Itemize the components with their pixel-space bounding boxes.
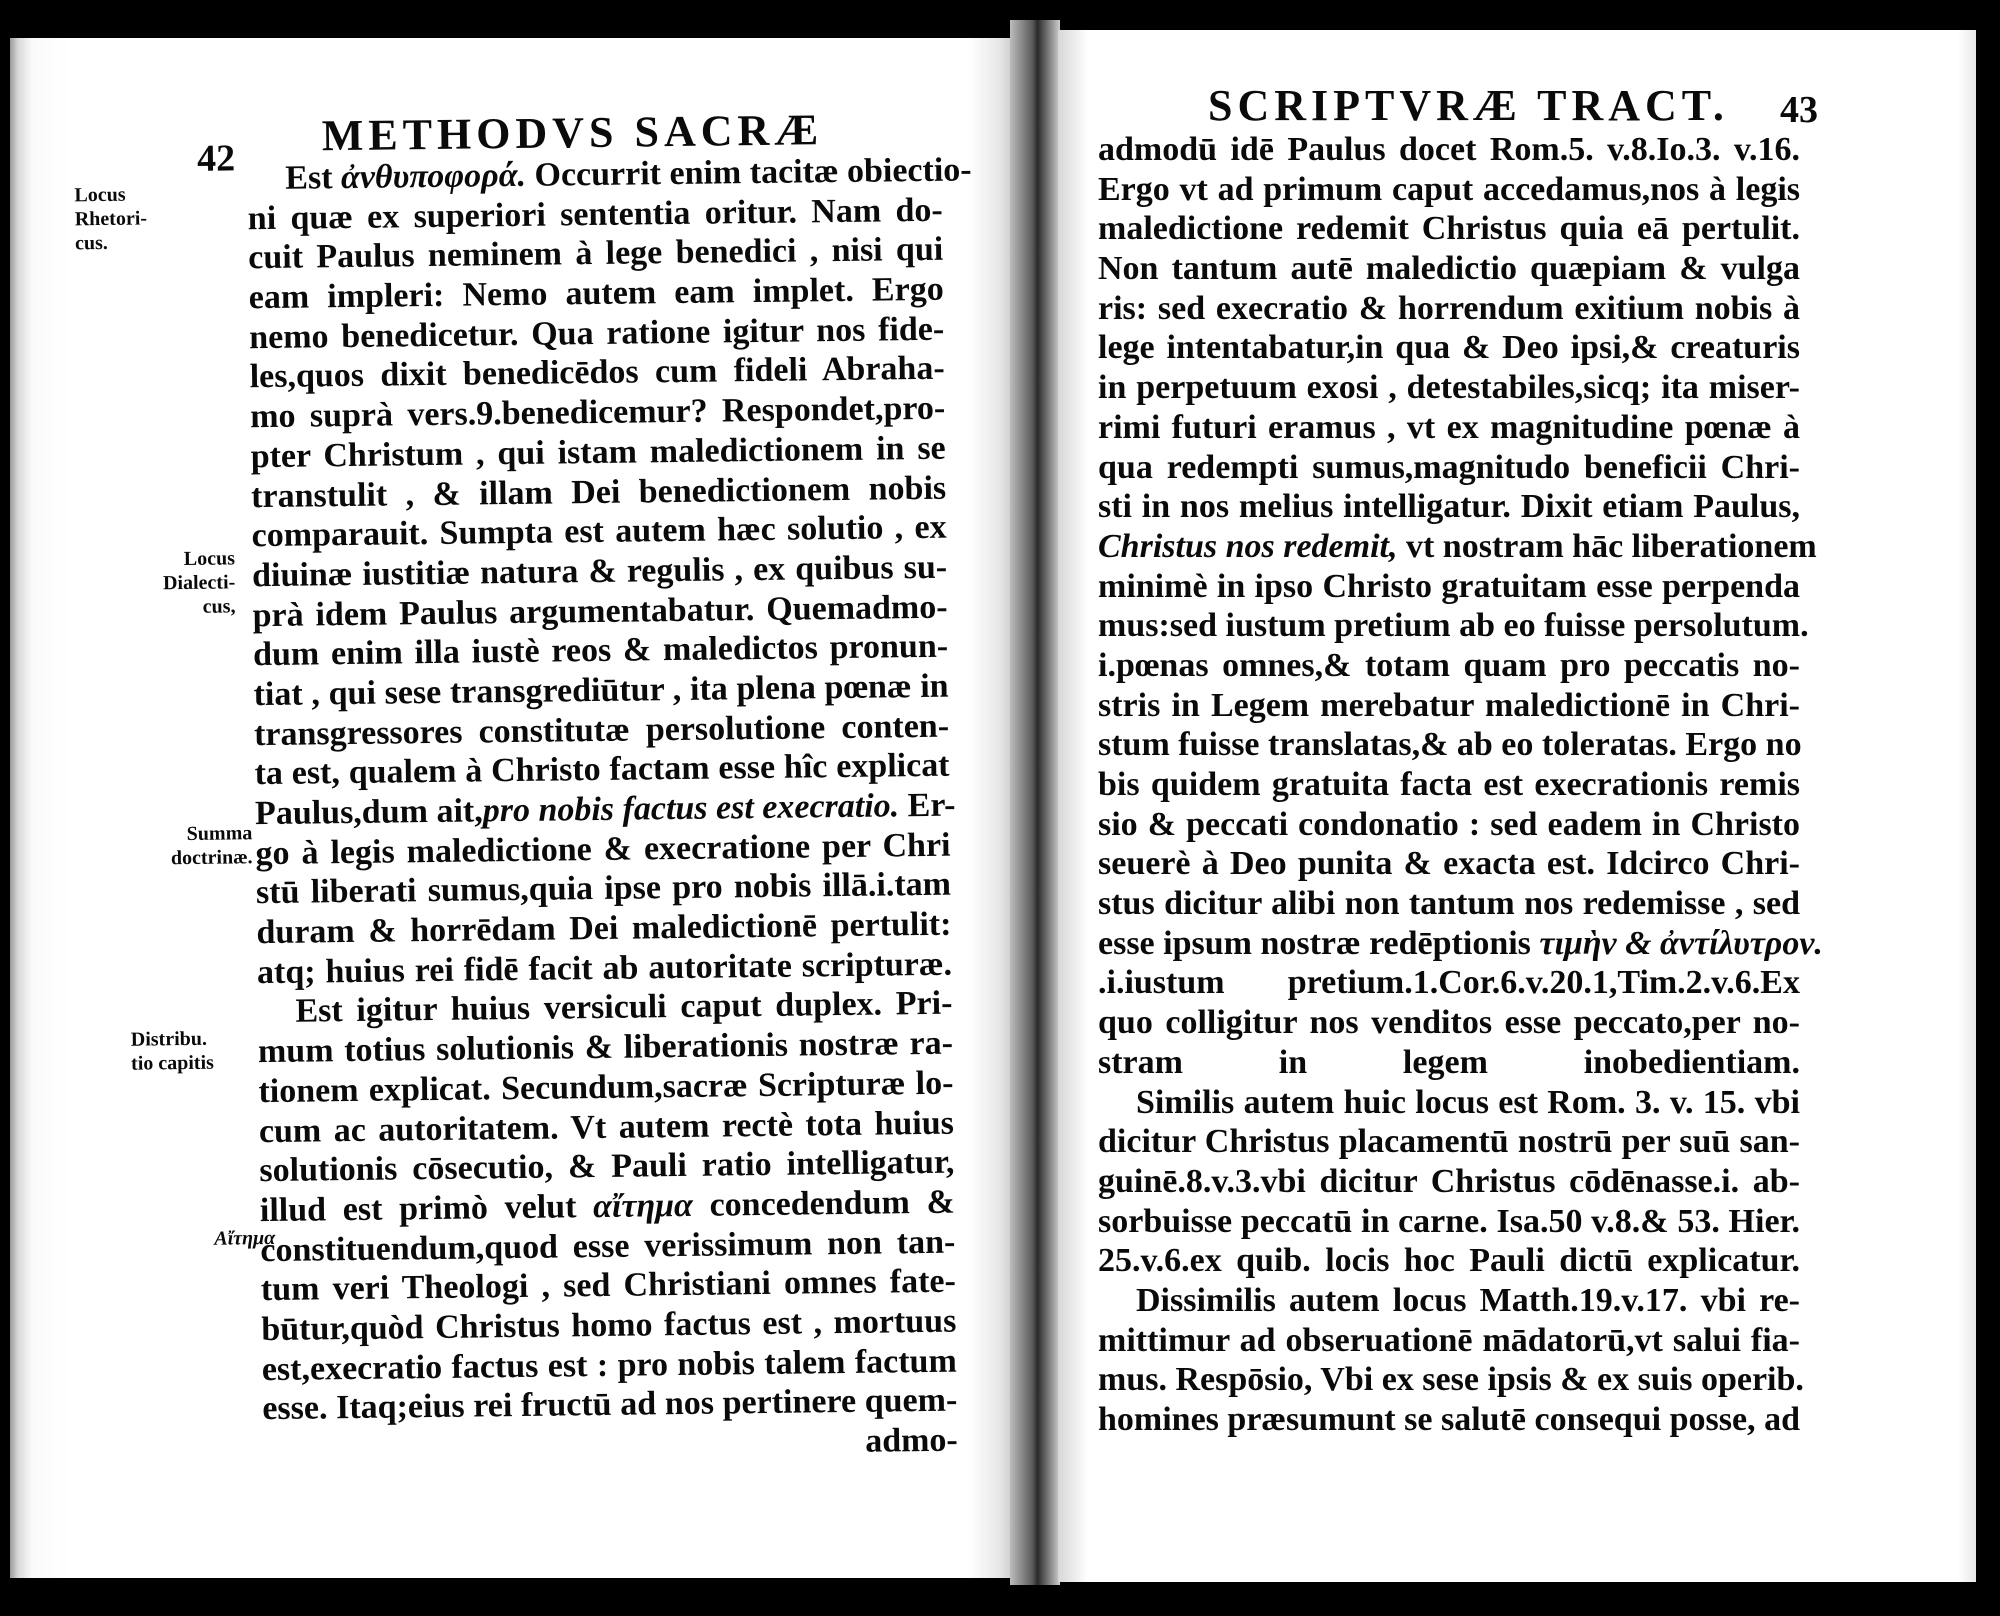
text-line: mittimur ad obseruationē mādatorū,vt salui fia- xyxy=(1098,1321,1800,1359)
text-line: dicitur Christus placamentū nostrū per suū san- xyxy=(1098,1123,1800,1161)
right-page xyxy=(1058,30,1976,1582)
text-line: Est igitur huius versiculi caput duplex. Pri- xyxy=(295,985,953,1031)
text-line: homines præsumunt se salutē consequi posse, ad xyxy=(1098,1401,1800,1438)
text-line: duram & horrēdam Dei maledictionē pertulit: xyxy=(256,905,952,952)
text-line: maledictione redemit Christus quia eā pertulit. xyxy=(1098,210,1800,248)
text-line: ta est, qualem à Christo factam esse hîc explicat xyxy=(254,747,950,793)
text-line: dum enim illa iustè reos & maledictos pronun- xyxy=(252,627,949,674)
text-line: stram in legem inobedientiam. xyxy=(1098,1043,1800,1081)
text-line: rimi futuri eramus , vt ex magnitudine pœnæ à xyxy=(1098,408,1800,446)
text-line: cuit Paulus neminem à lege benedici , nisi qui xyxy=(248,231,944,277)
text-line: prà idem Paulus argumentabatur. Quemadmo- xyxy=(252,588,948,634)
text-line: sorbuisse peccatū in carne. Isa.50 v.8.& 53. Hier. xyxy=(1098,1202,1800,1240)
text-line: qua redempti sumus,magnitudo beneficii Chri- xyxy=(1098,448,1800,486)
text-segment: vt nostram hāc liberationem xyxy=(1397,527,1817,565)
text-line: i.pœnas omnes,& totam quam pro peccatis no- xyxy=(1098,646,1800,684)
margin-note xyxy=(107,546,236,620)
text-line: Ergo vt ad primum caput accedamus,nos à legis xyxy=(1098,170,1800,208)
text-line: diuinæ iustitiæ natura & regulis , ex quibus su- xyxy=(251,548,948,595)
text-line: Similis autem huic locus est Rom. 3. v. 15. vbi xyxy=(1136,1083,1800,1121)
text-line: est,execratio factus est : pro nobis talem factum xyxy=(261,1342,958,1388)
text-line: tionem explicat. Secundum,sacræ Scripturæ lo- xyxy=(258,1064,954,1110)
left-body-text xyxy=(247,151,972,1469)
text-line: transgressores constitutæ persolutione conten- xyxy=(253,707,950,753)
text-segment: esse ipsum nostræ redēptionis xyxy=(1098,924,1540,962)
text-line: stū liberati sumus,quia ipse pro nobis illā.i.tam xyxy=(255,866,952,912)
text-line: quo colligitur nos venditos esse peccato,per no- xyxy=(1098,1004,1800,1042)
text-line: ni quæ ex superiori sententia oritur. Nam do- xyxy=(247,191,943,237)
text-line: guinē.8.v.3.vbi dicitur Christus cōdēnasse.i. ab- xyxy=(1098,1162,1800,1200)
text-line: Dissimilis autem locus Matth.19.v.17. vbi re- xyxy=(1136,1281,1800,1319)
text-line: stris in Legem merebatur maledictionē in Chri- xyxy=(1098,686,1800,724)
italic-phrase: pro nobis factus est execratio. xyxy=(482,787,900,830)
text-line xyxy=(1098,527,1817,567)
text-segment: Paulus,dum ait, xyxy=(254,792,483,833)
left-page-content xyxy=(1,32,1030,1584)
text-line: eam impleri: Nemo autem eam implet. Ergo xyxy=(248,270,944,317)
text-line: esse. Itaq;eius rei fructū ad nos pertinere quem- xyxy=(262,1381,958,1428)
left-page xyxy=(10,38,1020,1578)
text-line: les,quos dixit benedicēdos cum fideli Abraha- xyxy=(249,350,945,396)
text-line: constituendum,quod esse verissimum non tan- xyxy=(260,1223,956,1269)
text-segment: concedendum & xyxy=(692,1183,956,1224)
margin-note-line: Distribu. xyxy=(130,1027,208,1051)
margin-note-line: Dialecti- xyxy=(162,571,236,595)
italic-phrase: αἴτημα xyxy=(592,1186,694,1225)
italic-phrase: Christus nos redemit, xyxy=(1098,527,1398,565)
text-line: 25.v.6.ex quib. locis hoc Pauli dictū explicatur. xyxy=(1098,1242,1800,1280)
text-line: ris: sed execratio & horrendum exitium nobis à xyxy=(1098,289,1800,327)
text-line: go à legis maledictione & execratione per Chri xyxy=(255,826,951,872)
margin-note-line: doctrinæ. xyxy=(170,846,253,870)
text-line: .i.iustum pretium.1.Cor.6.v.20.1,Tim.2.v.6.Ex xyxy=(1098,964,1800,1002)
margin-note-line: cus, xyxy=(202,595,236,618)
margin-note-line: tio capitis xyxy=(130,1051,215,1075)
text-line: seuerè à Deo punita & exacta est. Idcirco Chri- xyxy=(1098,845,1800,883)
text-line: admodū idē Paulus docet Rom.5. v.8.Io.3. v.16. xyxy=(1098,131,1800,168)
text-line: in perpetuum exosi , detestabiles,sicq; ita miser- xyxy=(1098,369,1800,407)
text-line: sio & peccati condonatio : sed eadem in Christo xyxy=(1098,805,1800,843)
margin-note-line: Rhetori- xyxy=(74,207,148,231)
text-line: bis quidem gratuita facta est execrationis remis xyxy=(1098,766,1800,803)
text-line: cum ac autoritatem. Vt autem rectè tota huius xyxy=(258,1104,955,1150)
text-segment: Est xyxy=(285,159,342,197)
right-body-text xyxy=(1098,130,1823,1440)
text-line: minimè in ipso Christo gratuitam esse perpenda xyxy=(1098,567,1800,605)
italic-phrase: ἀνθυποφορά. xyxy=(340,156,527,197)
text-line: stum fuisse translatas,& ab eo toleratas. Ergo no xyxy=(1098,726,1802,764)
text-line: admo- xyxy=(864,1421,958,1460)
book-gutter xyxy=(1010,20,1060,1585)
text-segment: Er- xyxy=(898,786,956,825)
page-number: 42 xyxy=(196,137,236,180)
page-number: 43 xyxy=(1780,89,1818,131)
text-line: comparauit. Sumpta est autem hæc solutio , ex xyxy=(251,508,947,555)
margin-note-line: Αἴτημα xyxy=(214,1226,276,1250)
text-line: tum veri Theologi , sed Christiani omnes fate- xyxy=(260,1262,957,1309)
text-line: solutionis cōsecutio, & Pauli ratio intelligatur, xyxy=(259,1143,955,1190)
text-line: tiat , qui sese transgrediūtur , ita plena pœnæ in xyxy=(253,667,949,714)
margin-note xyxy=(120,821,253,871)
italic-phrase: τιμὴν & ἀντίλυτρον. xyxy=(1539,924,1823,962)
text-line: būtur,quòd Christus homo factus est , mortuus xyxy=(261,1302,957,1349)
text-line: mo suprà vers.9.benedicemur? Respondet,pro- xyxy=(249,389,946,436)
text-line xyxy=(1098,924,1823,964)
margin-note xyxy=(165,1226,275,1251)
text-line: lege intentabatur,in qua & Deo ipsi,& creaturis xyxy=(1098,329,1800,367)
text-line: atq; huius rei fidē facit ab autoritate scripturæ. xyxy=(256,945,953,991)
running-head: SCRIPTVRÆ TRACT. xyxy=(1208,81,1729,130)
text-line: mum totius solutionis & liberationis nostræ ra- xyxy=(257,1024,954,1071)
text-line: mus. Respōsio, Vbi ex sese ipsis & ex suis operib. xyxy=(1098,1361,1804,1399)
margin-note xyxy=(74,182,167,255)
margin-note-line: Locus xyxy=(74,183,126,207)
margin-note xyxy=(131,1026,272,1076)
text-line: stus dicitur alibi non tantum nos redemisse , sed xyxy=(1098,885,1800,923)
text-line: mus:sed iustum pretium ab eo fuisse persolutum. xyxy=(1098,607,1809,645)
text-segment: Occurrit enim tacitæ obiectio- xyxy=(525,151,972,194)
text-line: transtulit , & illam Dei benedictionem nobis xyxy=(250,469,947,515)
margin-note-line: Locus xyxy=(183,547,236,571)
running-head: METHODVS SACRÆ xyxy=(321,105,824,161)
margin-note-line: cus. xyxy=(74,231,108,255)
text-line: nemo benedicetur. Qua ratione igitur nos fide- xyxy=(249,310,945,356)
text-segment: illud est primò velut xyxy=(259,1187,594,1230)
text-line: pter Christum , qui istam maledictionem in se xyxy=(250,429,946,476)
text-line: sti in nos melius intelligatur. Dixit etiam Paulus, xyxy=(1098,488,1800,526)
text-line: Non tantum autē maledictio quæpiam & vulga xyxy=(1098,250,1800,288)
margin-note-line: Summa xyxy=(186,822,253,846)
